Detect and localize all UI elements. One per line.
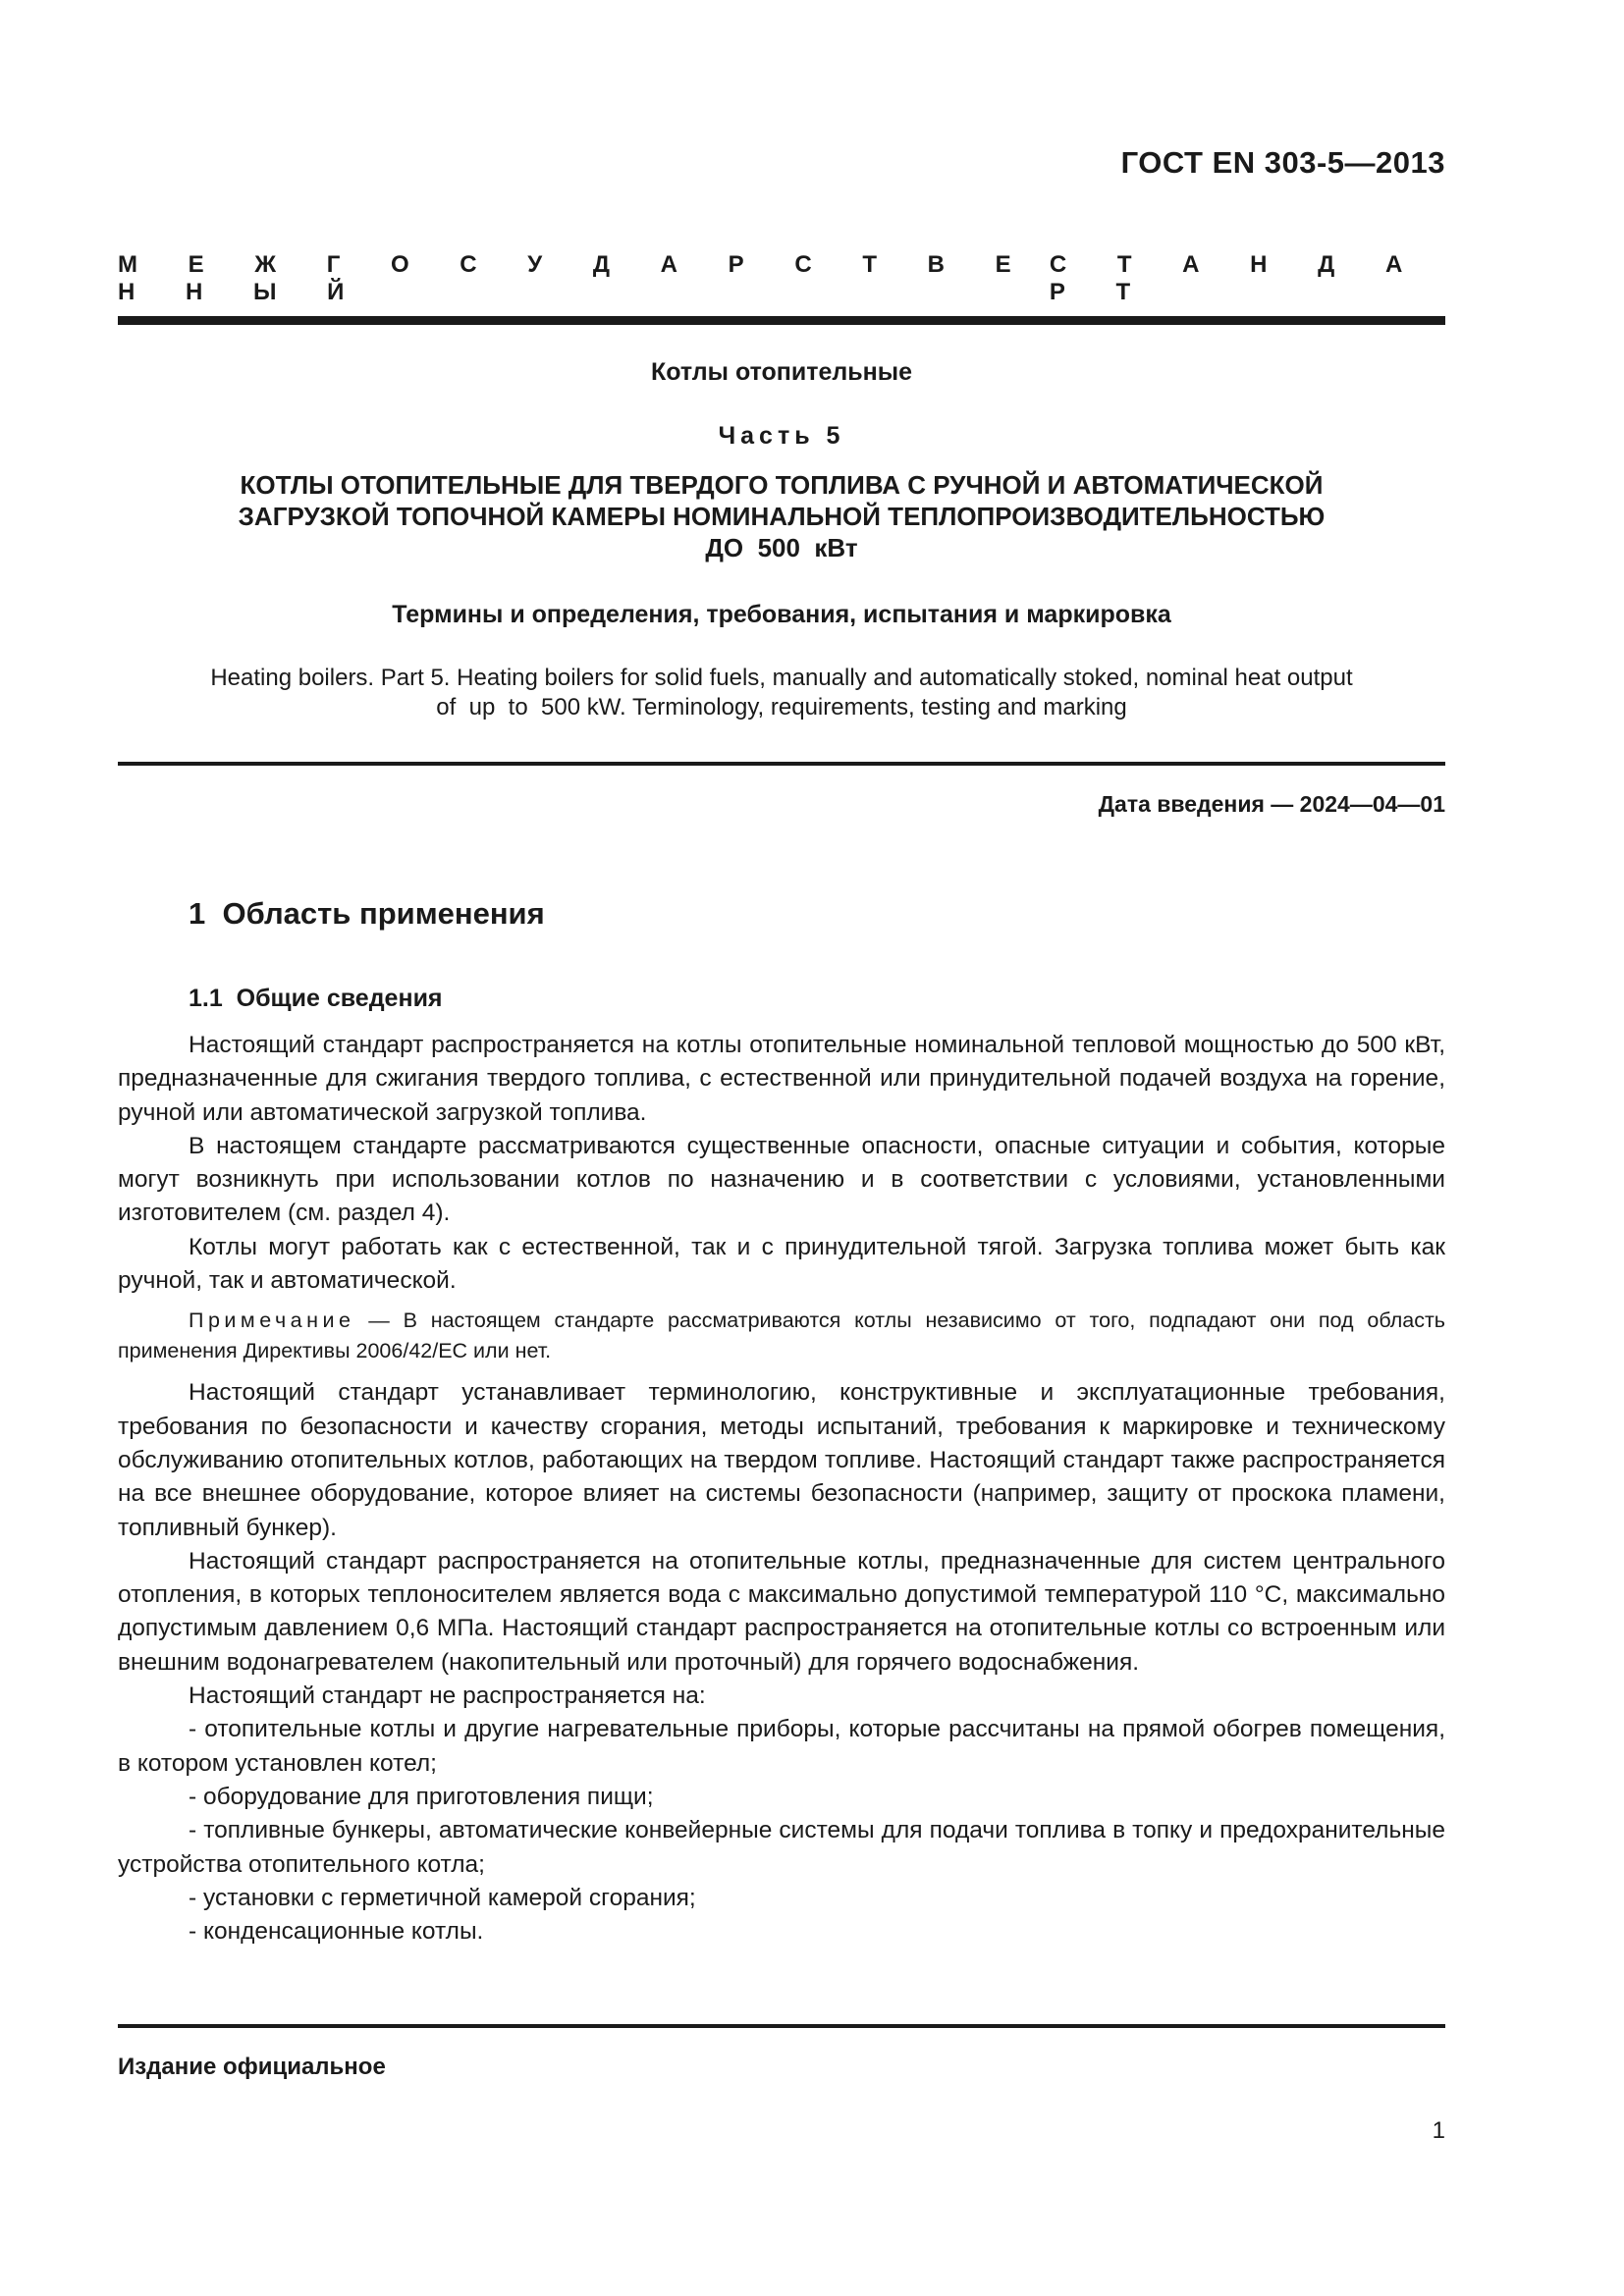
list-item: - конденсационные котлы. xyxy=(189,1918,484,1946)
note-label: Примечание xyxy=(189,1308,355,1333)
paragraph: В настоящем стандарте рассматриваются существенные опасности, опасные ситуации и события, которые могут возникнуть при использовании котлов по назначению и в соответствии с условиями, установленными изготовителем (см. раздел 4). xyxy=(118,1132,1445,1227)
list-item: - оборудование для приготовления пищи; xyxy=(189,1783,654,1810)
official-edition-label: Издание официальное xyxy=(118,2054,386,2080)
paragraph: Настоящий стандарт распространяется на котлы отопительные номинальной тепловой мощностью до 500 кВт, предназначенные для сжигания твердого топлива, с естественной или принудительной подачей воздуха на горение, ручной или автоматической загрузкой топлива. xyxy=(118,1032,1445,1126)
list-item: - установки с герметичной камерой сгорания; xyxy=(189,1884,696,1911)
main-title-line: ДО 500 кВт xyxy=(705,533,858,562)
subsection-heading: 1.1 Общие сведения xyxy=(189,985,443,1012)
header-rule xyxy=(118,316,1445,325)
footer-rule xyxy=(118,2024,1445,2028)
english-title-line: Heating boilers. Part 5. Heating boilers for solid fuels, manually and automatically stoked, nominal heat output xyxy=(210,665,1353,691)
english-title-line: of up to 500 kW. Terminology, requirements, testing and marking xyxy=(436,694,1127,721)
introduction-date: Дата введения — 2024—04—01 xyxy=(1098,791,1445,817)
paragraph: Настоящий стандарт не распространяется на: xyxy=(189,1682,706,1710)
section-body xyxy=(118,1029,1445,1949)
banner-word-standard: С Т А Н Д А Р Т xyxy=(1049,251,1425,305)
section-heading: 1 Область применения xyxy=(189,896,545,931)
english-title xyxy=(167,664,1396,722)
list-item: - топливные бункеры, автоматические конвейерные системы для подачи топлива в топку и предохранительные устройства отопительного котла; xyxy=(118,1817,1445,1878)
note-text: — В настоящем стандарте рассматриваются котлы независимо от того, подпадают они под область применения Директивы 2006/42/ЕС или нет. xyxy=(118,1308,1445,1363)
banner-word-interstate: М Е Ж Г О С У Д А Р С Т В Е Н Н Ы Й xyxy=(118,251,1034,305)
part-label: Часть 5 xyxy=(718,422,845,450)
main-title xyxy=(118,469,1445,563)
document-category: Котлы отопительные xyxy=(650,358,913,386)
interstate-standard-banner xyxy=(118,251,1445,306)
title-rule xyxy=(118,762,1445,766)
page-number: 1 xyxy=(1432,2117,1445,2144)
paragraph: Настоящий стандарт распространяется на отопительные котлы, предназначенные для систем центрального отопления, в которых теплоносителем является вода с максимально допустимой температурой 110 °C, максимально допустимым давлением 0,6 МПа. Настоящий стандарт распространяется на отопительные котлы со встроенным или внешним водонагревателем (накопительный или проточный) для горячего водоснабжения. xyxy=(118,1547,1445,1676)
main-title-line: ЗАГРУЗКОЙ ТОПОЧНОЙ КАМЕРЫ НОМИНАЛЬНОЙ ТЕПЛОПРОИЗВОДИТЕЛЬНОСТЬЮ xyxy=(238,502,1326,531)
standard-code: ГОСТ EN 303-5—2013 xyxy=(1120,145,1445,180)
subtitle: Термины и определения, требования, испытания и маркировка xyxy=(392,601,1171,628)
list-item: - отопительные котлы и другие нагревательные приборы, которые рассчитаны на прямой обогрев помещения, в котором установлен котел; xyxy=(118,1716,1445,1777)
main-title-line: КОТЛЫ ОТОПИТЕЛЬНЫЕ ДЛЯ ТВЕРДОГО ТОПЛИВА С РУЧНОЙ И АВТОМАТИЧЕСКОЙ xyxy=(240,470,1324,500)
note xyxy=(118,1306,1445,1366)
paragraph: Настоящий стандарт устанавливает терминологию, конструктивные и эксплуатационные требования, требования по безопасности и качеству сгорания, методы испытаний, требования к маркировке и техническому обслуживанию отопительных котлов, работающих на твердом топливе. Настоящий стандарт также распространяется на все внешнее оборудование, которое влияет на системы безопасности (например, защиту от проскока пламени, топливный бункер). xyxy=(118,1379,1445,1541)
paragraph: Котлы могут работать как с естественной, так и с принудительной тягой. Загрузка топлива может быть как ручной, так и автоматической. xyxy=(118,1233,1445,1295)
